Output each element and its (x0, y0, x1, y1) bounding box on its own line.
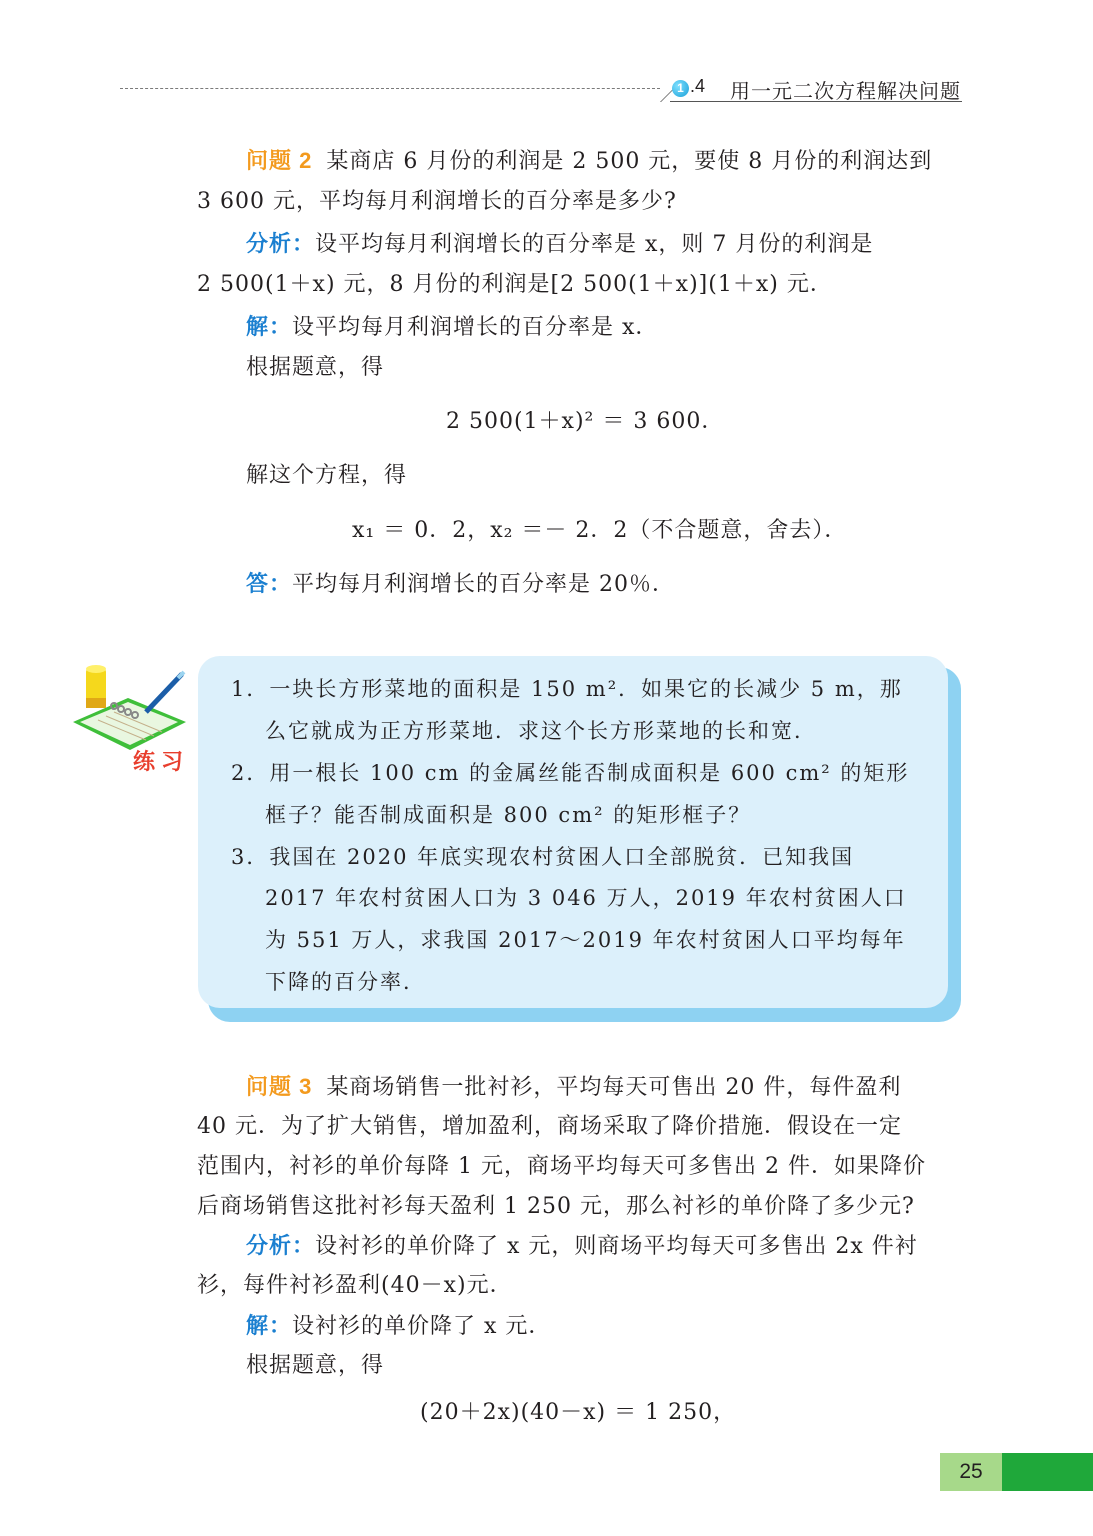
problem3-text: 某商场销售一批衬衫，平均每天可售出 20 件，每件盈利 (326, 1075, 902, 1100)
problem2-roots: x₁ ＝ 0．2，x₂ ＝－ 2．2（不合题意，舍去）． (352, 518, 848, 543)
analysis-label: 分析： (246, 231, 316, 256)
exercise-item1-line1: 1．一块长方形菜地的面积是 150 m²．如果它的长减少 5 m，那 (231, 677, 903, 701)
problem3-line2: 40 元．为了扩大销售，增加盈利，商场采取了降价措施．假设在一定 (197, 1114, 902, 1139)
exercise-item1-line2: 么它就成为正方形菜地．求这个长方形菜地的长和宽． (265, 719, 817, 743)
problem3-analysis-line1 (246, 1226, 918, 1267)
problem2-label: 问题 2 (246, 148, 313, 173)
answer-label: 答： (246, 571, 293, 596)
exercise-label: 练习 (133, 749, 190, 774)
solution-text: 设衬衫的单价降了 x 元． (292, 1314, 552, 1339)
problem2-according: 根据题意，得 (246, 355, 385, 380)
analysis-label: 分析： (246, 1233, 316, 1258)
header-dashed-rule (120, 88, 660, 89)
solution-label: 解： (246, 1313, 293, 1338)
problem3-line1 (246, 1067, 901, 1108)
problem3-equation: (20＋2x)(40－x) ＝ 1 250， (420, 1400, 737, 1425)
exercise-item3-line2: 2017 年农村贫困人口为 3 046 万人，2019 年农村贫困人口 (265, 886, 907, 910)
section-title: 用一元二次方程解决问题 (730, 81, 961, 103)
exercise-item3-line1: 3．我国在 2020 年底实现农村贫困人口全部脱贫．已知我国 (231, 845, 855, 869)
problem2-equation: 2 500(1＋x)² ＝ 3 600． (446, 409, 725, 434)
exercise-item3-line4: 下降的百分率． (265, 970, 426, 994)
solution-label: 解： (246, 314, 293, 339)
problem3-line3: 范围内，衬衫的单价每降 1 元，商场平均每天可多售出 2 件．如果降价 (197, 1154, 926, 1179)
problem2-answer (246, 564, 675, 605)
problem2-analysis-line1 (246, 224, 873, 265)
header-slant-rule (640, 87, 676, 102)
problem3-label: 问题 3 (246, 1074, 313, 1099)
page-number: 25 (959, 1460, 983, 1483)
analysis-text: 设衬衫的单价降了 x 元，则商场平均每天可多售出 2x 件衬 (315, 1234, 918, 1259)
problem3-analysis-line2: 衫，每件衬衫盈利(40－x)元． (197, 1273, 513, 1298)
problem2-solution (246, 307, 658, 348)
problem3-line4: 后商场销售这批衬衫每天盈利 1 250 元，那么衬衫的单价降了多少元? (197, 1194, 915, 1219)
section-number: .4 (690, 76, 706, 96)
problem2-solve-text: 解这个方程，得 (246, 463, 408, 488)
section-number-badge: 1 (672, 80, 689, 97)
problem3-according: 根据题意，得 (246, 1353, 385, 1378)
exercise-item2-line2: 框子？能否制成面积是 800 cm² 的矩形框子？ (265, 803, 752, 827)
analysis-text: 设平均每月利润增长的百分率是 x，则 7 月份的利润是 (315, 232, 874, 257)
problem2-text: 某商店 6 月份的利润是 2 500 元，要使 8 月份的利润达到 (326, 149, 933, 174)
answer-text: 平均每月利润增长的百分率是 20％． (292, 572, 676, 597)
problem2-line1 (246, 141, 932, 182)
page-number-bar (1002, 1453, 1093, 1491)
solution-text: 设平均每月利润增长的百分率是 x． (292, 315, 659, 340)
exercise-item2-line1: 2．用一根长 100 cm 的金属丝能否制成面积是 600 cm² 的矩形 (231, 761, 910, 785)
problem2-line2: 3 600 元，平均每月利润增长的百分率是多少? (197, 189, 677, 214)
problem2-analysis-line2: 2 500(1＋x) 元，8 月份的利润是[2 500(1＋x)](1＋x) 元． (197, 272, 833, 297)
problem3-solution (246, 1306, 551, 1347)
exercise-item3-line3: 为 551 万人，求我国 2017～2019 年农村贫困人口平均每年 (265, 928, 906, 952)
